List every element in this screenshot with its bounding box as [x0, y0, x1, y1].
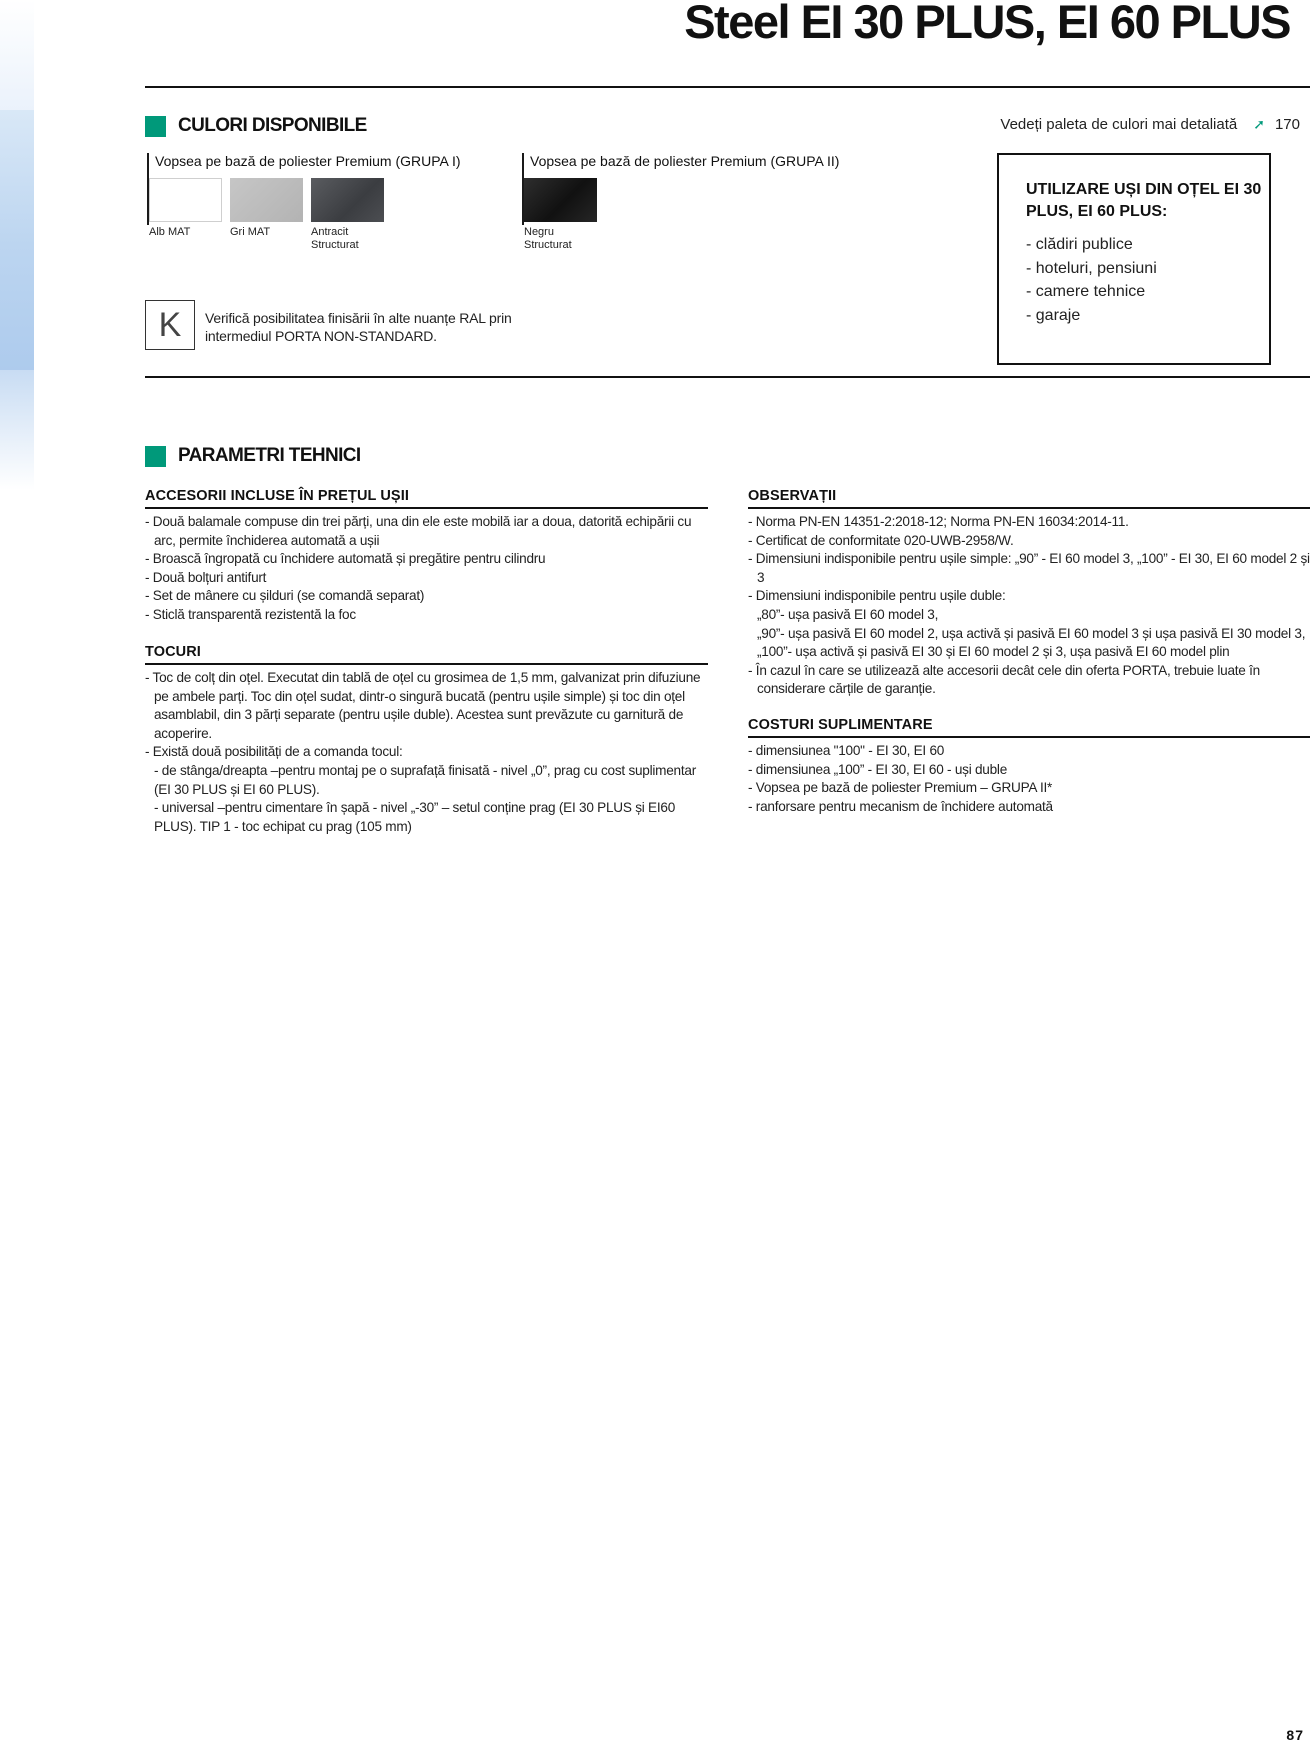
observatii-item: - Dimensiuni indisponibile pentru ușile simple: „90” - EI 60 model 3, „100” - EI 30, EI 60 model 2 și 3: [748, 551, 1310, 585]
swatch-label: Negru Structurat: [524, 226, 572, 251]
costuri-item: - Vopsea pe bază de poliester Premium – GRUPA II*: [748, 780, 1053, 796]
usage-item: - clădiri publice: [1026, 236, 1133, 253]
swatch-negru-structurat: [524, 178, 597, 252]
accesorii-item: - Broască îngropată cu închidere automată și pregătire pentru cilindru: [145, 551, 546, 567]
tocuri-item: - Toc de colț din oțel. Executat din tablă de oțel cu grosimea de 1,5 mm, galvanizat prin difuziune pe ambele parți. Toc din oțel sudat, dintr-o singură bucată (pentru ușile simple) și toc din oțel asamblabil, din 3 părți separate (pentru ușile duble). Acestea sunt prevăzute cu garnitură de acoperire.: [145, 670, 701, 741]
swatch-label: Alb MAT: [149, 226, 191, 238]
observatii-item: - În cazul în care se utilizează alte accesorii decât cele din oferta PORTA, trebuie luate în considerare cărțile de garanție.: [748, 662, 1260, 697]
palette-link[interactable]: [1000, 116, 1300, 133]
section-marker-icon: [145, 116, 166, 137]
section-culori-title: CULORI DISPONIBILE: [178, 115, 367, 136]
costuri-item: - dimensiunea „100” - EI 30, EI 60 - uși duble: [748, 761, 1008, 777]
palette-link-text: Vedeți paleta de culori mai detaliată: [1000, 116, 1238, 133]
observatii-subitem: „80”- ușa pasivă EI 60 model 3,: [757, 606, 939, 622]
page-edge-decoration: [0, 0, 34, 120]
accesorii-item: - Set de mânere cu șilduri (se comandă separat): [145, 588, 425, 604]
divider-top: [145, 86, 1310, 88]
usage-item: - hoteluri, pensiuni: [1026, 259, 1157, 277]
costuri-item: - ranforsare pentru mecanism de închidere automată: [748, 798, 1053, 814]
color-group-1: [147, 153, 507, 251]
accesorii-title: ACCESORII INCLUSE ÎN PREȚUL UȘII: [145, 488, 708, 509]
observatii-item: - Norma PN-EN 14351-2:2018-12; Norma PN-EN 16034:2014-11.: [748, 514, 1129, 529]
swatch-label: Gri MAT: [230, 226, 271, 238]
section-marker-icon: [145, 446, 166, 467]
observatii-block: [748, 488, 1310, 699]
swatch-gri-color: [230, 178, 303, 222]
divider-middle: [145, 376, 1310, 378]
costuri-title: COSTURI SUPLIMENTARE: [748, 717, 1310, 738]
color-group-2-label: Vopsea pe bază de poliester Premium (GRUPA II): [522, 153, 902, 225]
accesorii-block: [145, 488, 708, 625]
ral-note: Verifică posibilitatea finisării în alte nuanțe RAL prin intermediul PORTA NON-STANDARD.: [205, 310, 512, 344]
swatch-antracit-structurat: [311, 178, 384, 252]
observatii-item: - Dimensiuni indisponibile pentru ușile duble:: [748, 588, 1006, 604]
observatii-subitem: „90”- ușa pasivă EI 60 model 2, ușa activă și pasivă EI 60 model 3 și ușa pasivă EI 30 model 3,: [757, 625, 1306, 641]
palette-page-ref: 170: [1274, 116, 1300, 133]
usage-item: - camere tehnice: [1026, 283, 1146, 300]
side-tab-decoration: [0, 110, 34, 410]
usage-box: [997, 153, 1271, 365]
costuri-block: [748, 717, 1310, 816]
tocuri-subitem: - de stânga/dreapta –pentru montaj pe o suprafață finisată - nivel „0”, prag cu cost suplimentar (EI 30 PLUS și EI 60 PLUS).: [154, 762, 696, 797]
swatch-alb-color: [149, 178, 222, 222]
swatch-gri-mat: [230, 178, 303, 252]
accesorii-item: - Două balamale compuse din trei părți, una din ele este mobilă iar a doua, datorită echipării cu arc, permite închiderea automată a ușii: [145, 514, 692, 548]
swatch-label: Antracit Structurat: [311, 226, 359, 251]
color-group-2: [522, 153, 902, 251]
observatii-title: OBSERVAȚII: [748, 488, 1310, 509]
k-letter-icon: K: [145, 300, 195, 350]
swatch-alb-mat: [149, 178, 222, 252]
arrow-up-right-icon: ➚: [1253, 116, 1265, 132]
tocuri-title: TOCURI: [145, 644, 708, 665]
page-title: Steel EI 30 PLUS, EI 60 PLUS: [684, 0, 1290, 48]
section-culori-heading: [145, 115, 367, 137]
section-parametri-heading: [145, 445, 361, 467]
tocuri-subitem: - universal –pentru cimentare în șapă - nivel „-30” – setul conține prag (EI 30 PLUS și EI60 PLUS). TIP 1 - toc echipat cu prag (105 mm): [154, 800, 676, 834]
usage-title: UTILIZARE UȘI DIN OȚEL EI 30 PLUS, EI 60 PLUS:: [1026, 181, 1262, 220]
tocuri-item: - Există două posibilități de a comanda tocul:: [145, 744, 403, 760]
accesorii-item: - Două bolțuri antifurt: [145, 569, 267, 585]
costuri-item: - dimensiunea "100" - EI 30, EI 60: [748, 743, 945, 758]
tocuri-block: [145, 644, 708, 836]
observatii-item: - Certificat de conformitate 020-UWB-2958/W.: [748, 532, 1014, 548]
side-tab-fade: [0, 370, 34, 490]
accesorii-item: - Sticlă transparentă rezistentă la foc: [145, 606, 356, 622]
observatii-subitem: „100”- ușa activă și pasivă EI 30 și EI 60 model 2 și 3, ușa pasivă EI 60 model plin: [757, 644, 1230, 660]
swatch-negru-color: [524, 178, 597, 222]
color-group-1-label: Vopsea pe bază de poliester Premium (GRUPA I): [147, 153, 507, 225]
section-parametri-title: PARAMETRI TEHNICI: [178, 445, 361, 466]
page-number: 87: [1286, 1727, 1304, 1743]
usage-item: - garaje: [1026, 306, 1081, 324]
swatch-antracit-color: [311, 178, 384, 222]
